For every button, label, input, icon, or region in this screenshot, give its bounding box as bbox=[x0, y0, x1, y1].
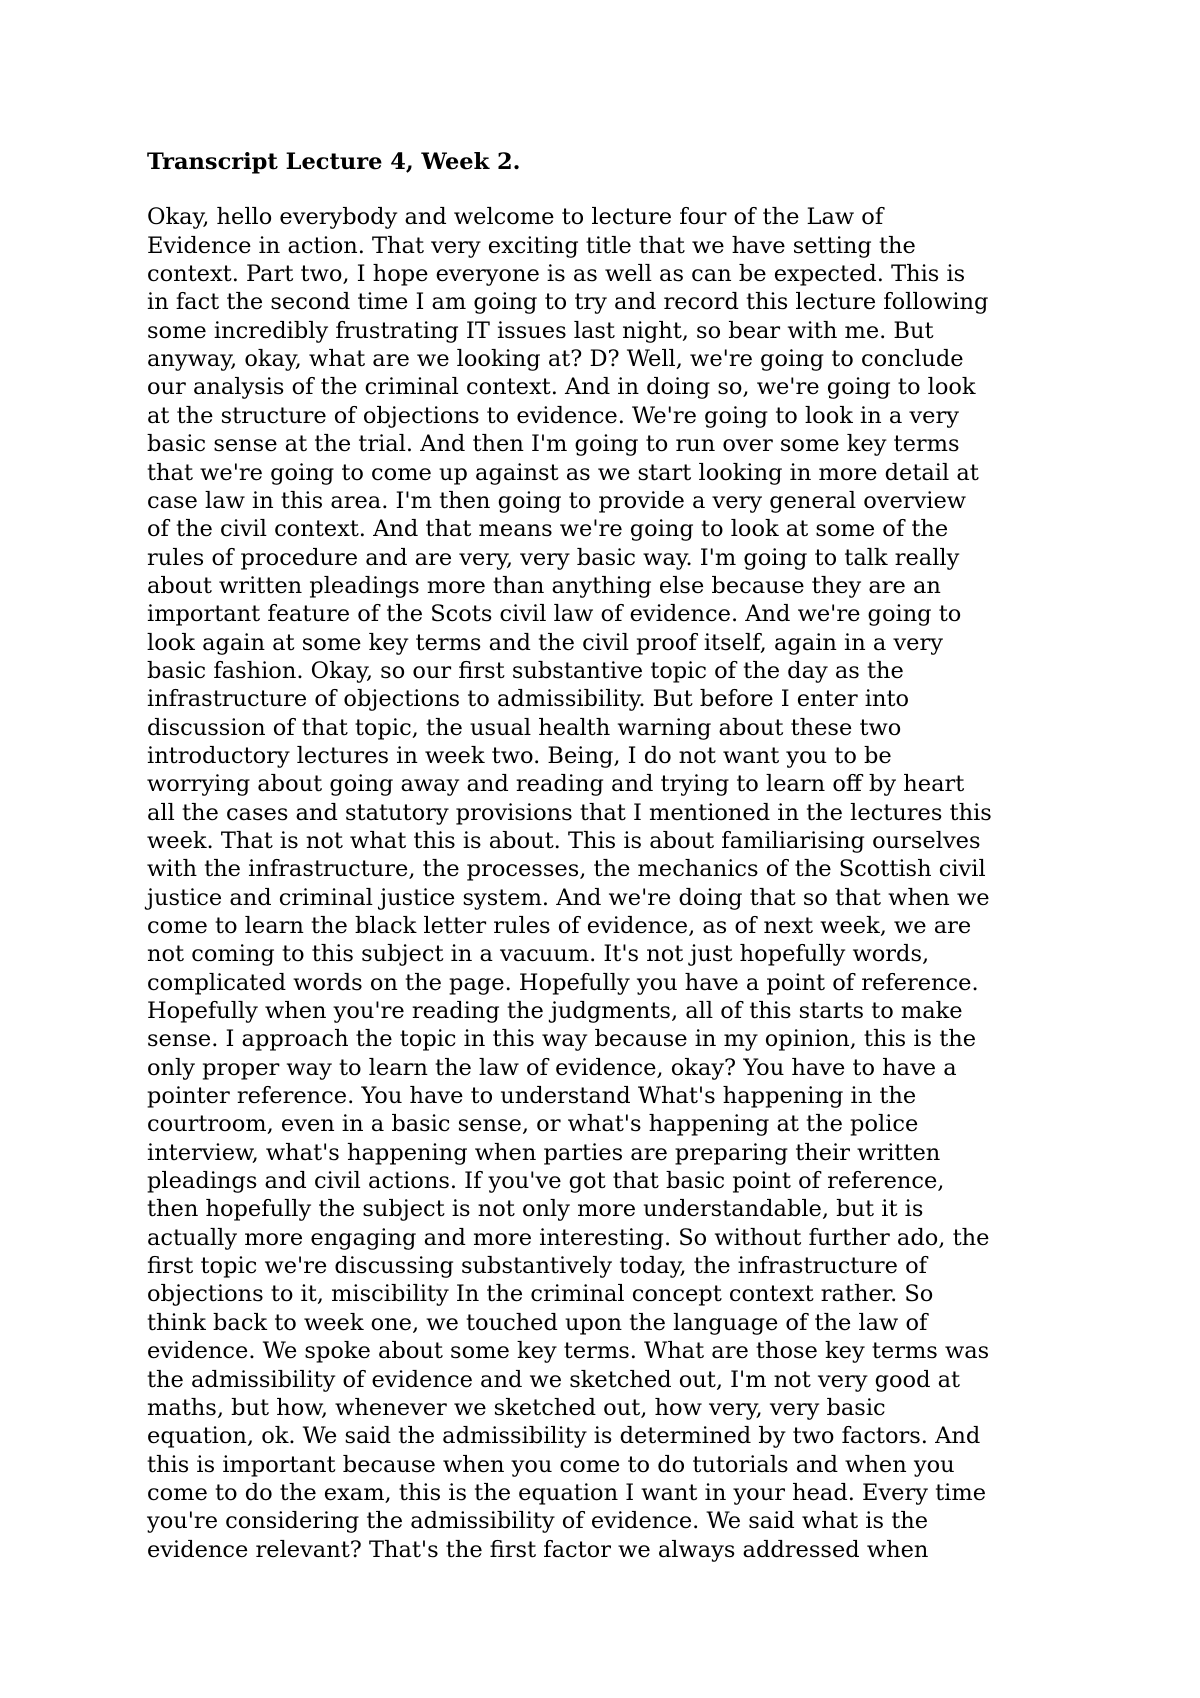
body-text-line: about written pleadings more than anything else because they are an bbox=[147, 572, 941, 599]
body-text-line: pointer reference. You have to understand What's happening in the bbox=[147, 1083, 917, 1110]
body-text-line: evidence relevant? That's the first factor we always addressed when bbox=[147, 1536, 929, 1563]
document-body bbox=[147, 203, 1087, 1564]
body-text-line: basic fashion. Okay, so our first substantive topic of the day as the bbox=[147, 657, 904, 684]
body-text-line: of the civil context. And that means we're going to look at some of the bbox=[147, 516, 949, 543]
body-text-line: courtroom, even in a basic sense, or what's happening at the police bbox=[147, 1111, 919, 1138]
body-text-line: important feature of the Scots civil law of evidence. And we're going to bbox=[147, 601, 962, 628]
body-text-line: maths, but how, whenever we sketched out, how very, very basic bbox=[147, 1394, 886, 1421]
body-text-line: worrying about going away and reading and trying to learn off by heart bbox=[147, 771, 965, 798]
body-text-line: some incredibly frustrating IT issues last night, so bear with me. But bbox=[147, 317, 934, 344]
body-text-line: the admissibility of evidence and we sketched out, I'm not very good at bbox=[147, 1366, 961, 1393]
body-text-line: with the infrastructure, the processes, the mechanics of the Scottish civil bbox=[147, 856, 986, 883]
body-text-line: Hopefully when you're reading the judgments, all of this starts to make bbox=[147, 998, 963, 1025]
body-text-line: justice and criminal justice system. And we're doing that so that when we bbox=[147, 884, 990, 911]
body-text-line: sense. I approach the topic in this way because in my opinion, this is the bbox=[147, 1026, 977, 1053]
body-text-line: then hopefully the subject is not only more understandable, but it is bbox=[147, 1196, 924, 1223]
body-text-line: objections to it, miscibility In the criminal concept context rather. So bbox=[147, 1281, 934, 1308]
body-text-line: actually more engaging and more interesting. So without further ado, the bbox=[147, 1224, 990, 1251]
body-text-line: first topic we're discussing substantively today, the infrastructure of bbox=[147, 1253, 927, 1280]
body-text-line: that we're going to come up against as we start looking in more detail at bbox=[147, 459, 979, 486]
body-text-line: basic sense at the trial. And then I'm going to run over some key terms bbox=[147, 431, 960, 458]
body-text-line: look again at some key terms and the civil proof itself, again in a very bbox=[147, 629, 943, 656]
body-text-line: discussion of that topic, the usual health warning about these two bbox=[147, 714, 902, 741]
body-text-line: this is important because when you come to do tutorials and when you bbox=[147, 1451, 955, 1478]
body-text-line: introductory lectures in week two. Being, I do not want you to be bbox=[147, 742, 892, 769]
document-content bbox=[147, 148, 1087, 1564]
body-text-line: come to do the exam, this is the equation I want in your head. Every time bbox=[147, 1479, 987, 1506]
body-text-line: Okay, hello everybody and welcome to lecture four of the Law of bbox=[147, 204, 884, 231]
body-text-line: think back to week one, we touched upon the language of the law of bbox=[147, 1309, 928, 1336]
body-text-line: at the structure of objections to evidence. We're going to look in a very bbox=[147, 402, 959, 429]
body-text-line: pleadings and civil actions. If you've got that basic point of reference, bbox=[147, 1168, 945, 1195]
body-text-line: Evidence in action. That very exciting title that we have setting the bbox=[147, 232, 916, 259]
body-text-line: in fact the second time I am going to try and record this lecture following bbox=[147, 289, 989, 316]
body-text-line: case law in this area. I'm then going to provide a very general overview bbox=[147, 487, 967, 514]
body-text-line: complicated words on the page. Hopefully you have a point of reference. bbox=[147, 969, 979, 996]
body-text-line: evidence. We spoke about some key terms. What are those key terms was bbox=[147, 1338, 990, 1365]
body-text-line: rules of procedure and are very, very basic way. I'm going to talk really bbox=[147, 544, 960, 571]
body-text-line: infrastructure of objections to admissibility. But before I enter into bbox=[147, 686, 910, 713]
body-text-line: only proper way to learn the law of evidence, okay? You have to have a bbox=[147, 1054, 957, 1081]
body-text-line: equation, ok. We said the admissibility is determined by two factors. And bbox=[147, 1423, 981, 1450]
body-text-line: you're considering the admissibility of evidence. We said what is the bbox=[147, 1508, 929, 1535]
body-text-line: our analysis of the criminal context. And in doing so, we're going to look bbox=[147, 374, 976, 401]
document-title: Transcript Lecture 4, Week 2. bbox=[147, 149, 521, 175]
body-text-line: anyway, okay, what are we looking at? D? Well, we're going to conclude bbox=[147, 346, 964, 373]
body-text-line: week. That is not what this is about. This is about familiarising ourselves bbox=[147, 827, 981, 854]
body-text-line: context. Part two, I hope everyone is as well as can be expected. This is bbox=[147, 261, 966, 288]
body-text-line: interview, what's happening when parties are preparing their written bbox=[147, 1139, 941, 1166]
body-text-line: not coming to this subject in a vacuum. It's not just hopefully words, bbox=[147, 941, 930, 968]
body-text-line: all the cases and statutory provisions that I mentioned in the lectures this bbox=[147, 799, 992, 826]
body-text-line: come to learn the black letter rules of evidence, as of next week, we are bbox=[147, 913, 972, 939]
